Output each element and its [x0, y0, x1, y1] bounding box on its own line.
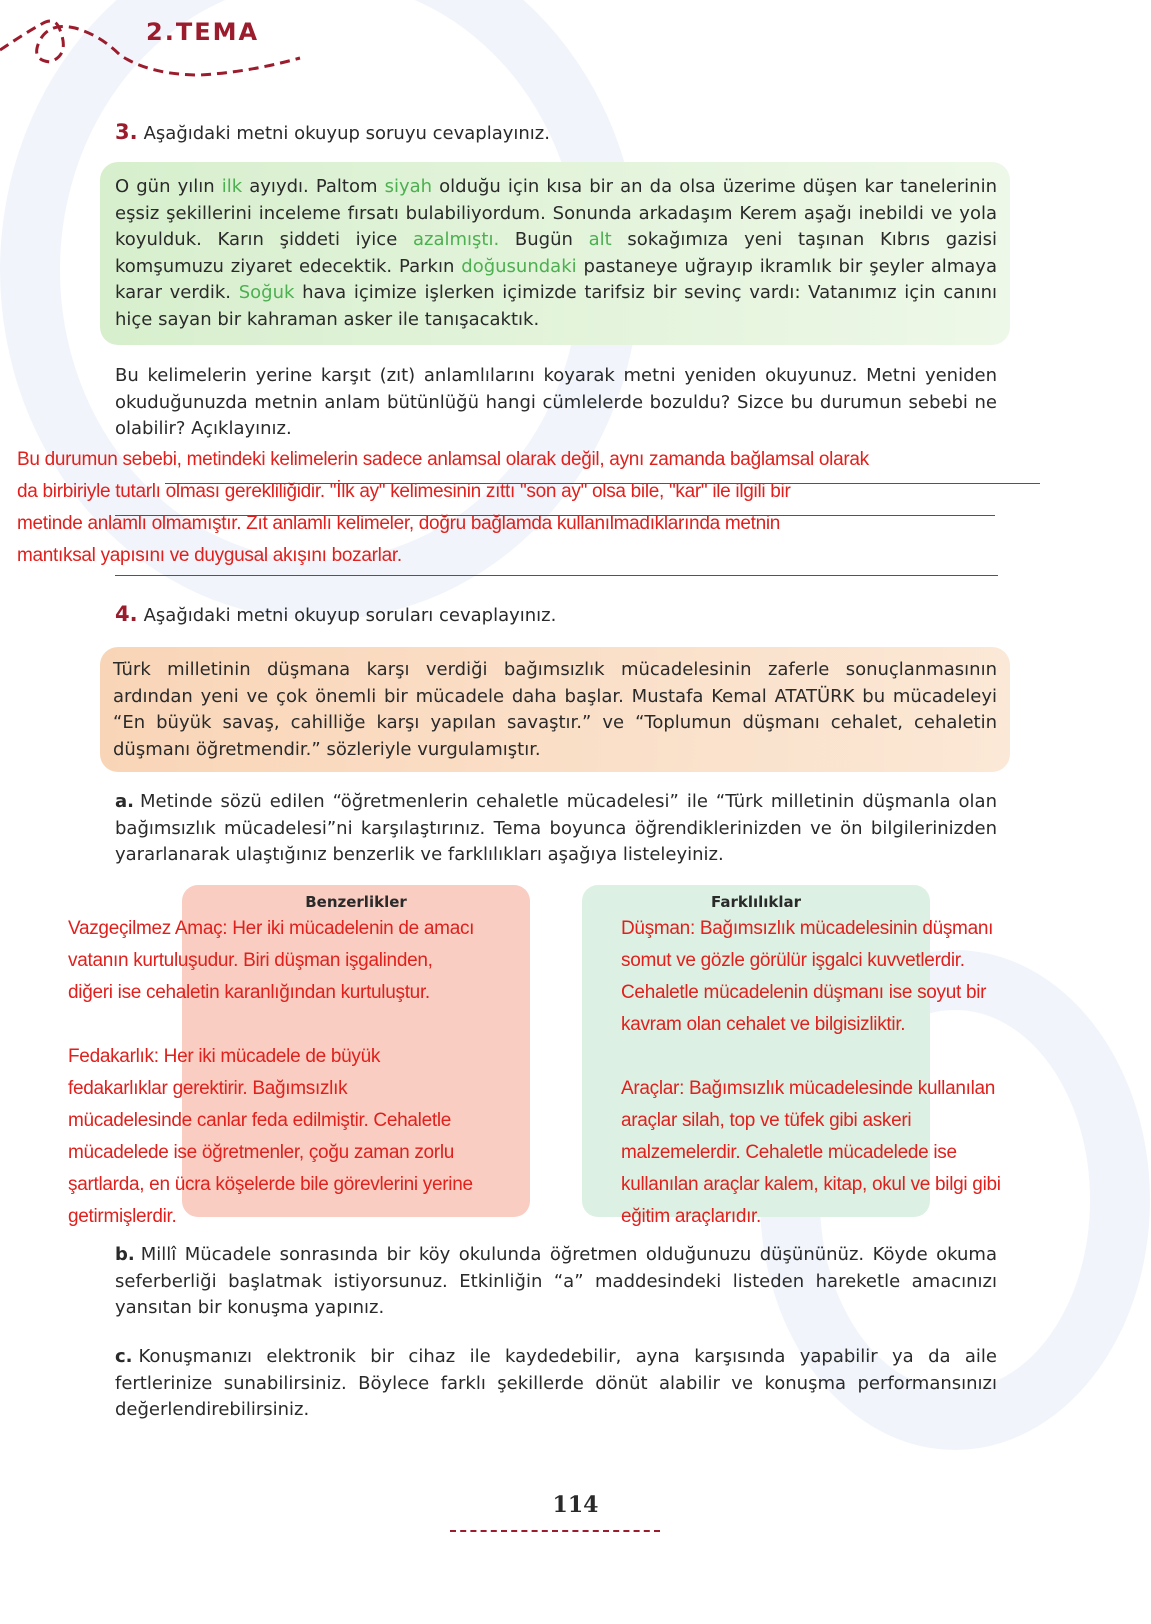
- answer-line: [115, 575, 998, 576]
- answer-line-text: vatanın kurtuluşudur. Biri düşman işgalinden,: [68, 950, 433, 971]
- answer-line-text: diğeri ise cehaletin karanlığından kurtuluştur.: [68, 982, 430, 1003]
- part-text: Millî Mücadele sonrasında bir köy okulunda öğretmen olduğunuzu düşününüz. Köyde okuma seferberliği başlatmak istiyorsunuz. Etkinliğin “a” maddesindeki listeden hareketle amacınızı yansıtan bir konuşma yapınız.: [115, 1244, 997, 1318]
- question-instruction: Aşağıdaki metni okuyup soruları cevaplayınız.: [143, 605, 557, 626]
- highlighted-word: Soğuk: [238, 282, 295, 303]
- similarities-answer[interactable]: [68, 913, 608, 1233]
- part-label: a.: [115, 791, 134, 812]
- differences-answer[interactable]: [621, 913, 1146, 1233]
- highlighted-word: doğusundaki: [461, 255, 577, 277]
- q4-part-b: [115, 1242, 997, 1322]
- question-number: 3.: [115, 120, 138, 144]
- q3-passage: [115, 174, 997, 333]
- highlighted-word: azalmıştı.: [413, 229, 500, 250]
- question-3-heading: [115, 120, 550, 144]
- highlighted-word: alt: [588, 229, 612, 250]
- highlighted-word: siyah: [384, 176, 433, 197]
- part-text: Metinde sözü edilen “öğretmenlerin cehaletle mücadelesi” ile “Türk milletinin düşmanla olan bağımsızlık mücadelesi”ni karşılaştırınız. Tema boyunca öğrendiklerinizden ve ön bilgilerinizden yararlanarak ulaştığınız benzerlik ve farklılıkları aşağıya listeleyiniz.: [115, 791, 997, 865]
- answer-line-text: mücadelesinde canlar feda edilmiştir. Cehaletle: [68, 1110, 452, 1131]
- answer-line-text: metinde anlamlı olmamıştır. Zıt anlamlı kelimeler, doğru bağlamda kullanılmadıklarında metnin: [17, 513, 781, 534]
- passage-text: Bugün: [499, 229, 589, 250]
- theme-title: 2.TEMA: [146, 18, 260, 46]
- part-label: c.: [115, 1346, 133, 1367]
- differences-title: Farklılıklar: [710, 893, 802, 911]
- answer-line-text: mantıksal yapısını ve duygusal akışını bozarlar.: [17, 545, 402, 566]
- answer-line-text: kavram olan cehalet ve bilgisizliktir.: [621, 1014, 906, 1035]
- answer-line-text: Araçlar: Bağımsızlık mücadelesinde kullanılan: [621, 1078, 996, 1099]
- passage-text: O gün yılın: [115, 176, 222, 197]
- q3-answer[interactable]: [17, 444, 1142, 572]
- answer-line-text: getirmişlerdir.: [68, 1206, 177, 1227]
- part-text: Konuşmanızı elektronik bir cihaz ile kaydedebilir, ayna karşısında yapabilir ya da aile fertlerinize sunabilirsiniz. Böylece farklı şekillerde dönüt alabilir ve konuşma performansınızı değerlendirebilirsiniz.: [115, 1346, 997, 1420]
- q4-part-c: [115, 1344, 997, 1424]
- answer-line-text: şartlarda, en ücra köşelerde bile görevlerini yerine: [68, 1174, 473, 1195]
- answer-line-text: malzemelerdir. Cehaletle mücadelede ise: [621, 1142, 957, 1163]
- answer-line-text: Bu durumun sebebi, metindeki kelimelerin sadece anlamsal olarak değil, aynı zamanda bağlamsal olarak: [17, 449, 869, 470]
- page-number: 114: [552, 1492, 599, 1518]
- passage-text: sokağımıza yeni taşınan Kıbrıs gazisi komşumuzu ziyaret edecektik. Parkın: [115, 229, 997, 277]
- page-number-underline: [450, 1530, 660, 1532]
- answer-line-text: da birbiriyle tutarlı olması gerekliliğidir. "İlk ay" kelimesinin zıttı "son ay" olsa bile, "kar" ile ilgili bir: [17, 481, 791, 502]
- answer-line-text: eğitim araçlarıdır.: [621, 1206, 762, 1227]
- passage-text: ayıydı. Paltom: [242, 176, 385, 197]
- answer-line-text: kullanılan araçlar kalem, kitap, okul ve bilgi gibi: [621, 1174, 1001, 1195]
- answer-line-text: mücadelede ise öğretmenler, çoğu zaman zorlu: [68, 1142, 455, 1163]
- answer-line-text: araçlar silah, top ve tüfek gibi askeri: [621, 1110, 912, 1131]
- passage-text: pastaneye uğrayıp ikramlık bir şeyler almaya karar verdik.: [115, 255, 997, 303]
- answer-line-text: Düşman: Bağımsızlık mücadelesinin düşmanı: [621, 918, 994, 939]
- answer-line-text: Cehaletle mücadelenin düşmanı ise soyut bir: [621, 982, 987, 1003]
- answer-line-text: [621, 1041, 1146, 1073]
- highlighted-word: ilk: [221, 176, 243, 197]
- passage-text: hava içimize işlerken içimizde tarifsiz bir sevinç vardı: Vatanımız için canını hiçe sayan bir kahraman asker ile tanışacaktık.: [115, 282, 997, 330]
- similarities-title: Benzerlikler: [305, 893, 407, 911]
- answer-line-text: Vazgeçilmez Amaç: Her iki mücadelenin de amacı: [68, 918, 475, 939]
- part-label: b.: [115, 1244, 135, 1265]
- question-instruction: Aşağıdaki metni okuyup soruyu cevaplayınız.: [143, 123, 550, 144]
- answer-line-text: [68, 1009, 608, 1041]
- passage-text: olduğu için kısa bir an da olsa üzerime düşen kar tanelerinin eşsiz şekillerini inceleme fırsatı bulabiliyordum. Sonunda arkadaşım Kerem aşağı inebildi ve yola koyulduk. Karın şiddeti iyice: [115, 176, 997, 250]
- q4-part-a: [115, 789, 997, 869]
- answer-line-text: Fedakarlık: Her iki mücadele de büyük: [68, 1046, 381, 1067]
- answer-line-text: fedakarlıklar gerektirir. Bağımsızlık: [68, 1078, 348, 1099]
- question-number: 4.: [115, 602, 138, 626]
- answer-line-text: somut ve gözle görülür işgalci kuvvetlerdir.: [621, 950, 965, 971]
- q4-passage: Türk milletinin düşmana karşı verdiği bağımsızlık mücadelesinin zaferle sonuçlanmasının ardından yeni ve çok önemli bir mücadele daha başlar. Mustafa Kemal ATATÜRK bu mücadeleyi “En büyük savaş, cahilliğe karşı yapılan savaştır.” ve “Toplumun düşmanı cehalet, cehaletin düşmanı öğretmendir.” sözleriyle vurgulamıştır.: [113, 659, 997, 760]
- question-4-heading: [115, 602, 556, 626]
- q3-question: Bu kelimelerin yerine karşıt (zıt) anlamlılarını koyarak metni yeniden okuyunuz. Metni yeniden okuduğunuzda metnin anlam bütünlüğü hangi cümlelerde bozuldu? Sizce bu durumun sebebi ne olabilir? Açıklayınız.: [115, 365, 997, 439]
